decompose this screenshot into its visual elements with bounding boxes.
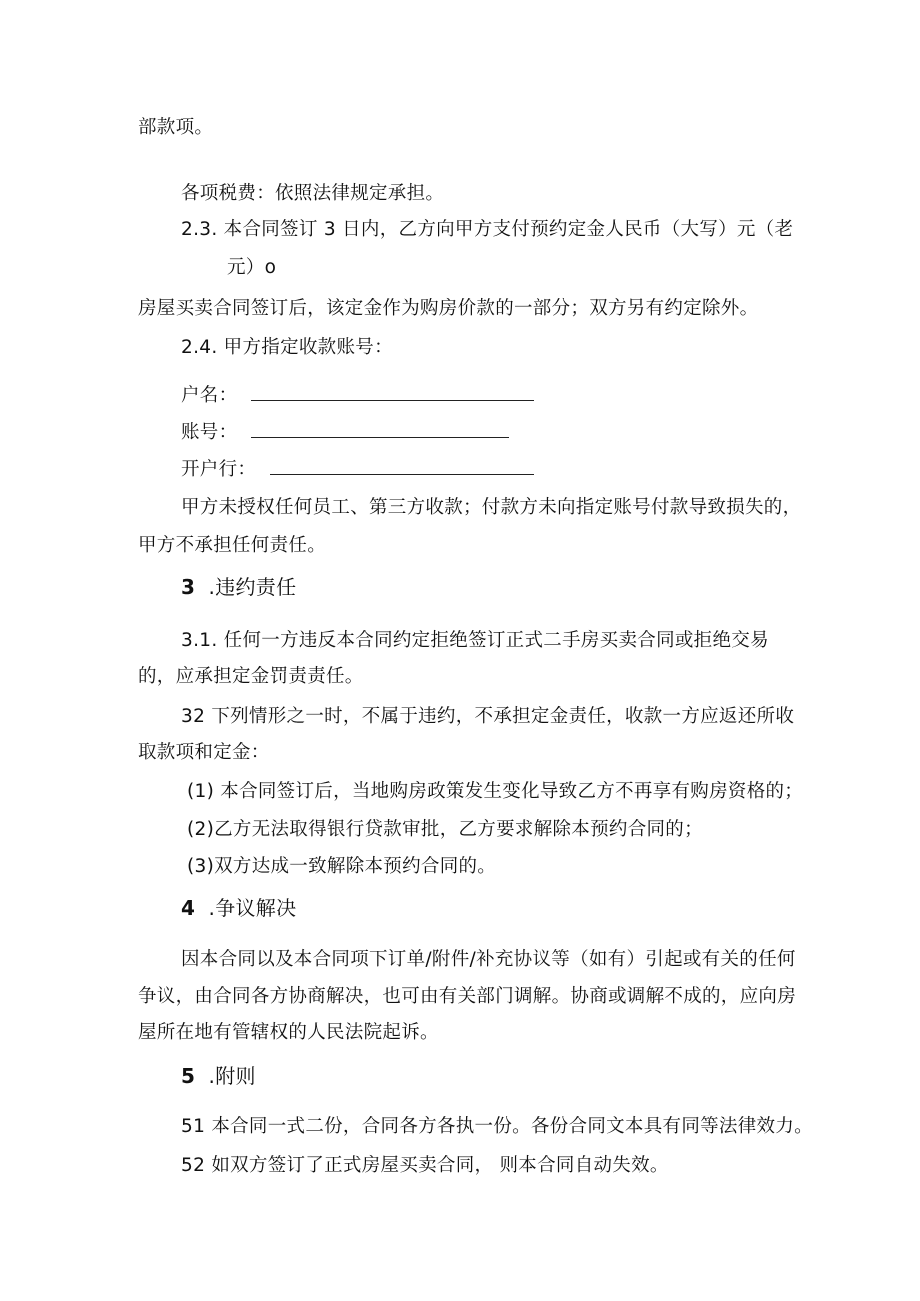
clause-5-1: 51 本合同一式二份，合同各方各执一份。各份合同文本具有同等法律效力。: [181, 1116, 813, 1137]
clause-2-3: 2.3. 本合同签订 3 日内，乙方向甲方支付预约定金人民币（大写）元（老: [181, 219, 794, 240]
text-line: 甲方未授权任何员工、第三方收款；付款方未向指定账号付款导致损失的，: [181, 497, 802, 518]
clause-3-2: 32 下列情形之一时，不属于违约，不承担定金责任，收款一方应返还所收: [181, 706, 795, 727]
section-title: .违约责任: [208, 575, 297, 599]
section-title: .争议解决: [208, 896, 297, 920]
account-number-row: [181, 421, 509, 445]
clause-3-1: 3.1. 任何一方违反本合同约定拒绝签订正式二手房买卖合同或拒绝交易: [181, 630, 769, 651]
account-name-label: 户名：: [181, 385, 238, 406]
text-line: 部款项。: [138, 117, 214, 138]
bank-label: 开户行：: [181, 459, 257, 480]
section-4-heading: [181, 896, 296, 920]
text-line: 甲方不承担任何责任。: [138, 535, 327, 556]
text-line: 因本合同以及本合同项下订单/附件/补充协议等（如有）引起或有关的任何: [181, 949, 796, 970]
text-line: 屋所在地有管辖权的人民法院起诉。: [138, 1022, 439, 1043]
text-line: 取款项和定金：: [138, 742, 270, 763]
account-number-blank: [251, 421, 509, 438]
bank-row: [181, 458, 534, 482]
account-name-row: [181, 384, 534, 408]
clause-5-2: 52 如双方签订了正式房屋买卖合同， 则本合同自动失效。: [181, 1155, 669, 1176]
section-number: 4: [181, 896, 196, 920]
section-number: 3: [181, 575, 196, 599]
text-line: 争议，由合同各方协商解决，也可由有关部门调解。协商或调解不成的，应向房: [138, 986, 797, 1007]
clause-2-4: 2.4. 甲方指定收款账号：: [181, 337, 393, 358]
text-line: 房屋买卖合同签订后，该定金作为购房价款的一部分；双方另有约定除外。: [138, 298, 759, 319]
list-item: (2)乙方无法取得银行贷款审批，乙方要求解除本预约合同的；: [187, 819, 703, 840]
section-title: .附则: [208, 1064, 256, 1088]
account-name-blank: [251, 384, 534, 401]
text-line: 各项税费：依照法律规定承担。: [181, 183, 445, 204]
section-number: 5: [181, 1064, 196, 1088]
account-number-label: 账号：: [181, 422, 238, 443]
list-item: (1) 本合同签订后，当地购房政策发生变化导致乙方不再享有购房资格的；: [187, 781, 804, 802]
bank-blank: [270, 458, 534, 475]
list-item: (3)双方达成一致解除本预约合同的。: [187, 856, 497, 877]
section-5-heading: [181, 1064, 256, 1088]
text-line: 的，应承担定金罚责责任。: [138, 666, 364, 687]
section-3-heading: [181, 575, 296, 599]
text-line: 元）o: [227, 257, 277, 278]
